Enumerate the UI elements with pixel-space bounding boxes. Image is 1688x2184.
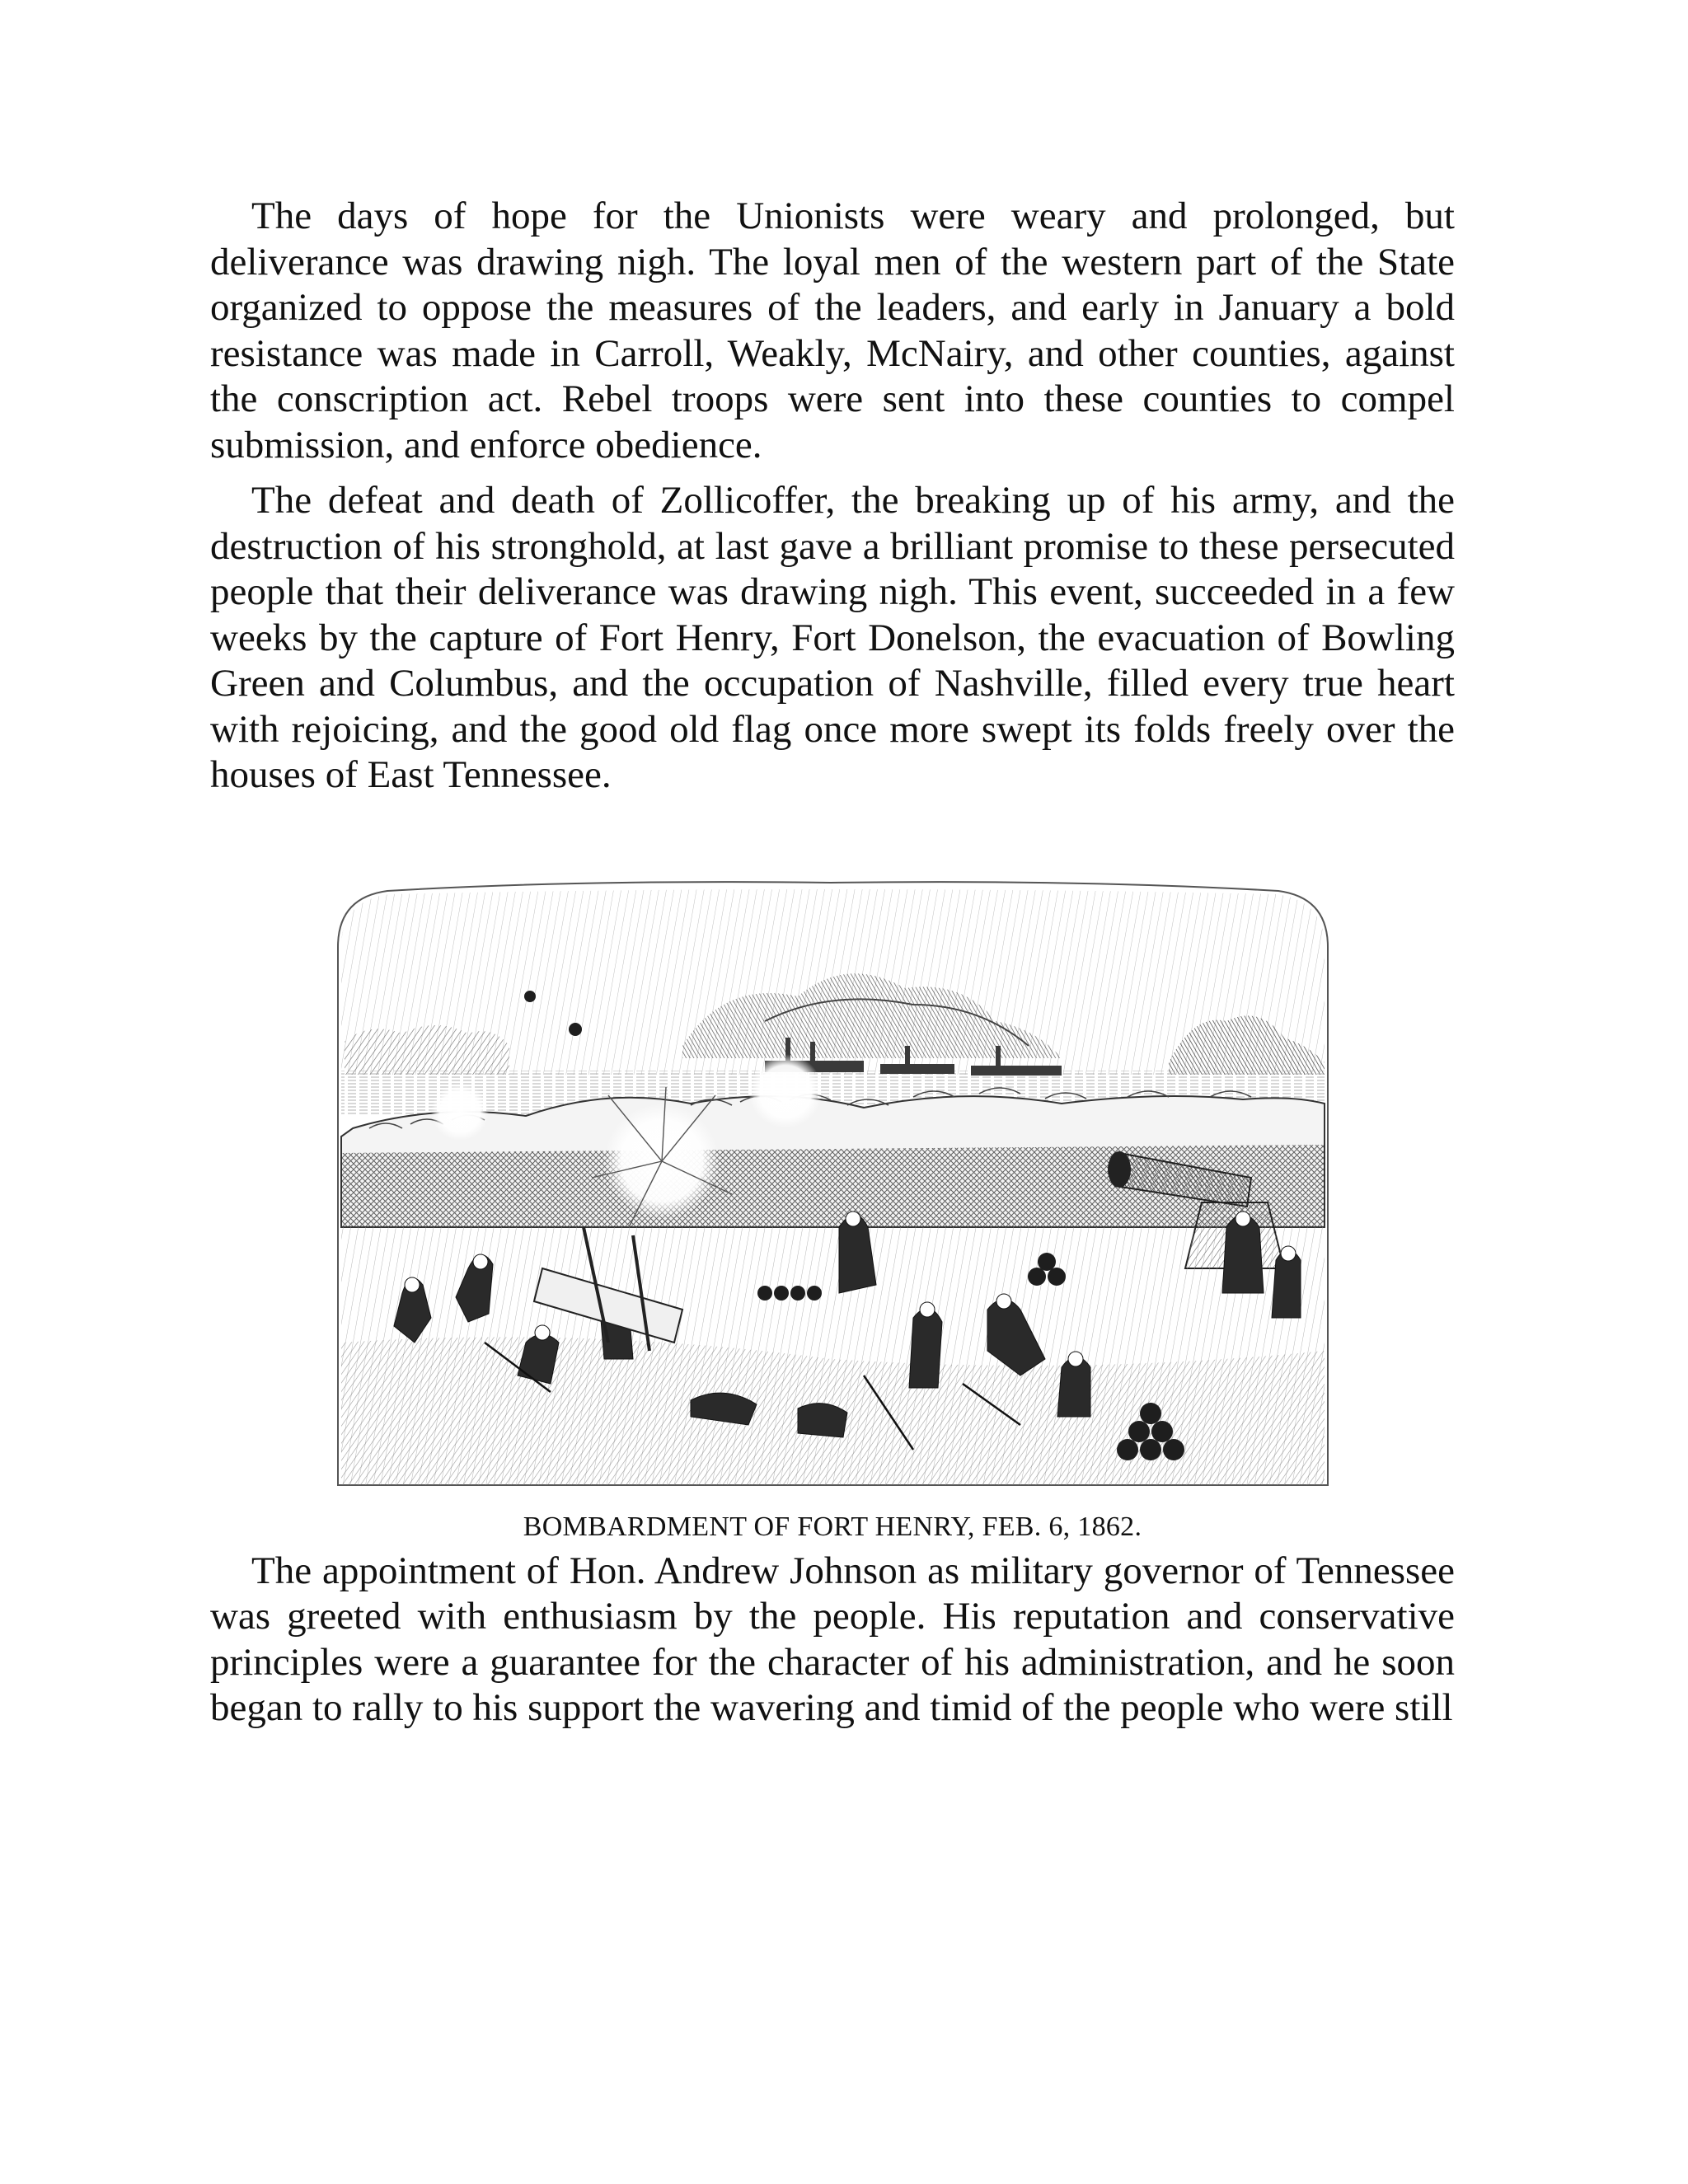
paragraph-andrew-johnson: The appointment of Hon. Andrew Johnson as military governor of Tennessee was greeted with enthusiasm by the people. His reputation and conservative principles were a guarantee for the character of his administration, and he soon began to rally to his support the wavering and timid of the people who were still	[210, 1549, 1455, 1729]
page-content	[210, 194, 1455, 1732]
paragraph-unionists-resistance: The days of hope for the Unionists were weary and prolonged, but deliverance was drawing nigh. The loyal men of the western part of the State organized to oppose the measures of the leaders, and early in January a bold resistance was made in Carroll, Weakly, McNairy, and other counties, against the conscription act. Rebel troops were sent into these counties to compel submission, and enforce obedience.	[210, 194, 1455, 466]
figure-bombardment	[210, 881, 1455, 1540]
paragraph-zollicoffer-defeat: The defeat and death of Zollicoffer, the breaking up of his army, and the destruction of his stronghold, at last gave a brilliant promise to these persecuted people that their deliverance was drawing nigh. This event, succeeded in a few weeks by the capture of Fort Henry, Fort Donelson, the evacuation of Bowling Green and Columbus, and the occupation of Nashville, filled every true heart with rejoicing, and the good old flag once more swept its folds freely over the houses of East Tennessee.	[210, 479, 1455, 796]
bombardment-engraving-image	[336, 881, 1329, 1487]
figure-caption: BOMBARDMENT OF FORT HENRY, FEB. 6, 1862.	[523, 1511, 1142, 1542]
